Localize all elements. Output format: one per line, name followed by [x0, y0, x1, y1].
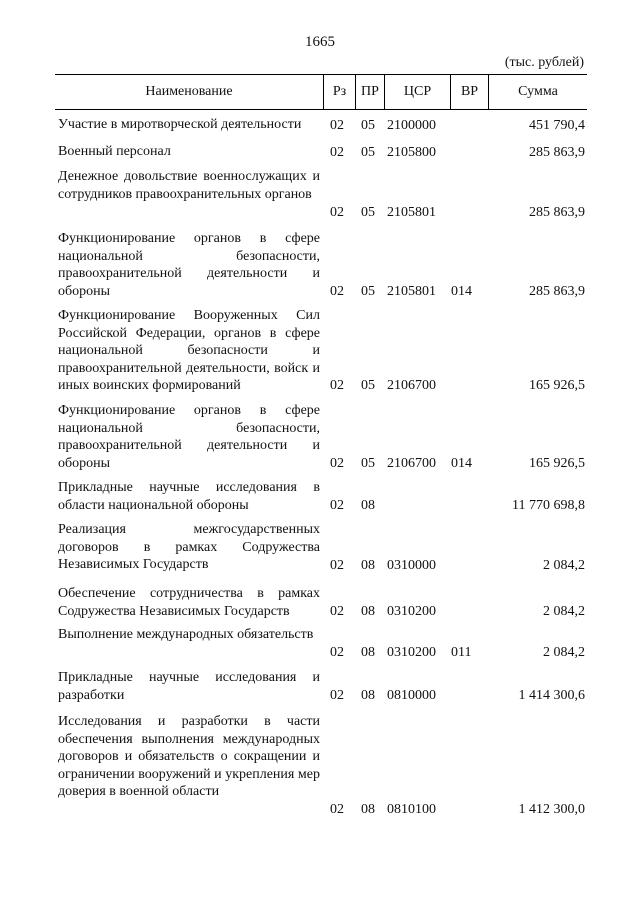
row-pr: 05: [361, 283, 375, 299]
row-sum: 451 790,4: [529, 117, 585, 133]
row-csr: 2105800: [387, 144, 436, 160]
row-name: Участие в миротворческой деятельности: [58, 117, 302, 132]
table-row: [0, 307, 640, 394]
row-csr: 0310200: [387, 603, 436, 619]
row-sum: 285 863,9: [529, 204, 585, 220]
row-pr: 08: [361, 557, 375, 573]
row-sum: 2 084,2: [543, 557, 585, 573]
row-rz: 02: [330, 117, 344, 133]
row-sum: 2 084,2: [543, 603, 585, 619]
row-pr: 08: [361, 801, 375, 817]
page-number: 1665: [305, 34, 335, 50]
table-row: [0, 479, 640, 514]
row-name: Обеспечение сотрудничества в рамках Содружества Независимых Государств: [58, 586, 320, 619]
row-pr: 05: [361, 455, 375, 471]
row-csr: 0310200: [387, 644, 436, 660]
header-csr: ЦСР: [384, 75, 450, 109]
row-sum: 165 926,5: [529, 455, 585, 471]
table-row: [0, 669, 640, 704]
table-row: [0, 626, 640, 661]
row-name: Реализация межгосударственных договоров в рамках Содружества Независимых Государств: [58, 522, 320, 572]
row-csr: 2100000: [387, 117, 436, 133]
table-header: [55, 74, 587, 110]
row-rz: 02: [330, 144, 344, 160]
row-name: Исследования и разработки в части обеспечения выполнения международных договоров и обязательств о сокращении и ограничении вооружений и укрепления мер доверия в военной области: [58, 714, 320, 799]
row-name: Функционирование органов в сфере национальной безопасности, правоохранительной деятельности и обороны: [58, 403, 320, 471]
row-sum: 285 863,9: [529, 283, 585, 299]
row-pr: 08: [361, 603, 375, 619]
row-rz: 02: [330, 801, 344, 817]
table-row: [0, 521, 640, 574]
row-rz: 02: [330, 455, 344, 471]
row-rz: 02: [330, 687, 344, 703]
row-name: Функционирование органов в сфере национальной безопасности, правоохранительной деятельности и обороны: [58, 231, 320, 299]
row-sum: 1 414 300,6: [518, 687, 585, 703]
row-pr: 05: [361, 204, 375, 220]
row-name: Прикладные научные исследования в области национальной обороны: [58, 480, 320, 513]
row-sum: 11 770 698,8: [512, 497, 585, 513]
row-csr: 0810000: [387, 687, 436, 703]
row-rz: 02: [330, 603, 344, 619]
table-row: [0, 143, 640, 161]
row-vr: 011: [451, 644, 472, 660]
row-pr: 05: [361, 377, 375, 393]
row-name: Военный персонал: [58, 144, 171, 159]
table-row: [0, 116, 640, 134]
row-vr: 014: [451, 283, 472, 299]
row-csr: 0810100: [387, 801, 436, 817]
row-rz: 02: [330, 283, 344, 299]
row-pr: 08: [361, 687, 375, 703]
table-row: [0, 402, 640, 472]
row-name: Денежное довольствие военнослужащих и сотрудников правоохранительных органов: [58, 169, 320, 202]
row-rz: 02: [330, 204, 344, 220]
table-row: [0, 713, 640, 818]
row-rz: 02: [330, 497, 344, 513]
row-sum: 1 412 300,0: [518, 801, 585, 817]
row-csr: 2105801: [387, 204, 436, 220]
table-row: [0, 585, 640, 620]
header-vr: ВР: [450, 75, 488, 109]
header-name: Наименование: [145, 84, 233, 99]
row-name: Прикладные научные исследования и разработки: [58, 670, 320, 703]
row-csr: 0310000: [387, 557, 436, 573]
row-pr: 08: [361, 644, 375, 660]
row-rz: 02: [330, 557, 344, 573]
row-csr: 2105801: [387, 283, 436, 299]
row-name: Функционирование Вооруженных Сил Российской Федерации, органов в сфере национальной безопасности и правоохранительной деятельности, войск и иных воинских формирований: [58, 308, 320, 393]
row-vr: 014: [451, 455, 472, 471]
row-sum: 2 084,2: [543, 644, 585, 660]
row-rz: 02: [330, 644, 344, 660]
row-csr: 2106700: [387, 455, 436, 471]
header-sum: Сумма: [488, 75, 587, 109]
row-pr: 05: [361, 117, 375, 133]
row-sum: 165 926,5: [529, 377, 585, 393]
header-pr: ПР: [355, 75, 384, 109]
row-pr: 05: [361, 144, 375, 160]
row-name: Выполнение международных обязательств: [58, 627, 314, 642]
row-csr: 2106700: [387, 377, 436, 393]
row-sum: 285 863,9: [529, 144, 585, 160]
table-row: [0, 168, 640, 221]
units-label: (тыс. рублей): [504, 55, 584, 70]
table-row: [0, 230, 640, 300]
row-pr: 08: [361, 497, 375, 513]
header-rz: Рз: [323, 75, 355, 109]
row-rz: 02: [330, 377, 344, 393]
